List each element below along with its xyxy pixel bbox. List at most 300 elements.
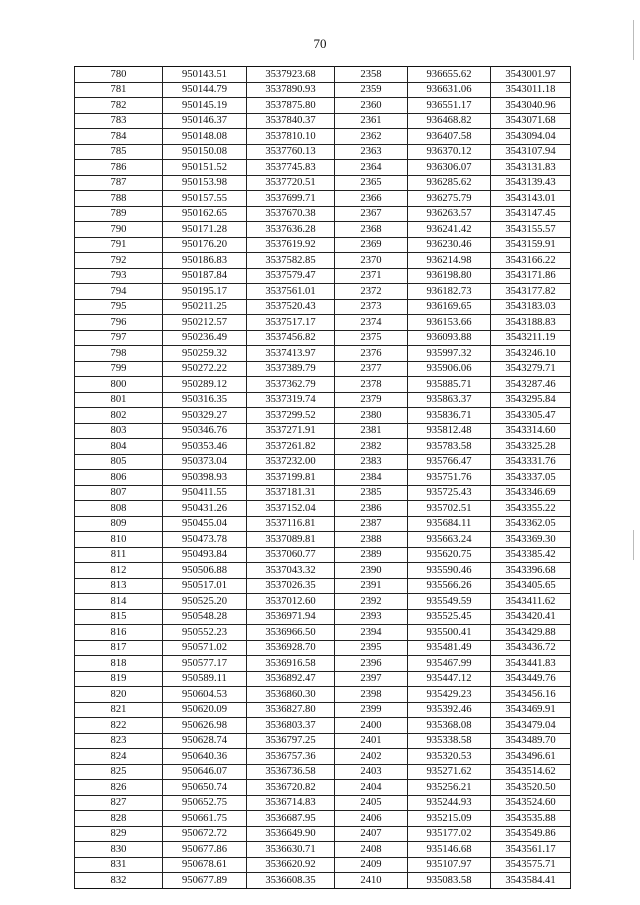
point-number-cell: 2386 <box>335 501 408 517</box>
y-coordinate-cell: 3537012.60 <box>247 594 335 610</box>
x-coordinate-cell: 935566.26 <box>408 578 491 594</box>
table-row <box>75 268 571 284</box>
y-coordinate-cell: 3536797.25 <box>247 733 335 749</box>
point-number-cell: 2397 <box>335 671 408 687</box>
point-number-cell: 780 <box>75 67 163 83</box>
y-coordinate-cell: 3537720.51 <box>247 175 335 191</box>
x-coordinate-cell: 936198.80 <box>408 268 491 284</box>
x-coordinate-cell: 950577.17 <box>163 656 247 672</box>
y-coordinate-cell: 3543305.47 <box>491 408 571 424</box>
x-coordinate-cell: 936285.62 <box>408 175 491 191</box>
point-number-cell: 828 <box>75 811 163 827</box>
point-number-cell: 2383 <box>335 454 408 470</box>
y-coordinate-cell: 3543385.42 <box>491 547 571 563</box>
y-coordinate-cell: 3537199.81 <box>247 470 335 486</box>
y-coordinate-cell: 3537517.17 <box>247 315 335 331</box>
y-coordinate-cell: 3543211.19 <box>491 330 571 346</box>
y-coordinate-cell: 3543520.50 <box>491 780 571 796</box>
y-coordinate-cell: 3543325.28 <box>491 439 571 455</box>
x-coordinate-cell: 935997.32 <box>408 346 491 362</box>
point-number-cell: 2387 <box>335 516 408 532</box>
point-number-cell: 2364 <box>335 160 408 176</box>
table-row <box>75 532 571 548</box>
x-coordinate-cell: 936153.66 <box>408 315 491 331</box>
point-number-cell: 2376 <box>335 346 408 362</box>
x-coordinate-cell: 935863.37 <box>408 392 491 408</box>
x-coordinate-cell: 936263.57 <box>408 206 491 222</box>
x-coordinate-cell: 950525.20 <box>163 594 247 610</box>
y-coordinate-cell: 3537561.01 <box>247 284 335 300</box>
x-coordinate-cell: 935392.46 <box>408 702 491 718</box>
x-coordinate-cell: 950373.04 <box>163 454 247 470</box>
x-coordinate-cell: 950145.19 <box>163 98 247 114</box>
table-row <box>75 423 571 439</box>
point-number-cell: 802 <box>75 408 163 424</box>
table-row <box>75 284 571 300</box>
y-coordinate-cell: 3537152.04 <box>247 501 335 517</box>
point-number-cell: 2366 <box>335 191 408 207</box>
point-number-cell: 2405 <box>335 795 408 811</box>
x-coordinate-cell: 950329.27 <box>163 408 247 424</box>
table-row <box>75 780 571 796</box>
point-number-cell: 2382 <box>335 439 408 455</box>
table-row <box>75 408 571 424</box>
y-coordinate-cell: 3536803.37 <box>247 718 335 734</box>
point-number-cell: 797 <box>75 330 163 346</box>
point-number-cell: 2406 <box>335 811 408 827</box>
y-coordinate-cell: 3537456.82 <box>247 330 335 346</box>
point-number-cell: 818 <box>75 656 163 672</box>
y-coordinate-cell: 3537299.52 <box>247 408 335 424</box>
point-number-cell: 2368 <box>335 222 408 238</box>
table-row <box>75 299 571 315</box>
y-coordinate-cell: 3537760.13 <box>247 144 335 160</box>
y-coordinate-cell: 3543246.10 <box>491 346 571 362</box>
x-coordinate-cell: 950212.57 <box>163 315 247 331</box>
x-coordinate-cell: 950148.08 <box>163 129 247 145</box>
x-coordinate-cell: 950604.53 <box>163 687 247 703</box>
point-number-cell: 2391 <box>335 578 408 594</box>
point-number-cell: 2370 <box>335 253 408 269</box>
y-coordinate-cell: 3543514.62 <box>491 764 571 780</box>
table-row <box>75 392 571 408</box>
y-coordinate-cell: 3543071.68 <box>491 113 571 129</box>
x-coordinate-cell: 950571.02 <box>163 640 247 656</box>
x-coordinate-cell: 950186.83 <box>163 253 247 269</box>
table-row <box>75 82 571 98</box>
point-number-cell: 803 <box>75 423 163 439</box>
point-number-cell: 793 <box>75 268 163 284</box>
y-coordinate-cell: 3537745.83 <box>247 160 335 176</box>
y-coordinate-cell: 3537362.79 <box>247 377 335 393</box>
point-number-cell: 799 <box>75 361 163 377</box>
scan-edge-mark <box>633 530 634 560</box>
table-row <box>75 470 571 486</box>
point-number-cell: 784 <box>75 129 163 145</box>
y-coordinate-cell: 3543420.41 <box>491 609 571 625</box>
y-coordinate-cell: 3537875.80 <box>247 98 335 114</box>
point-number-cell: 783 <box>75 113 163 129</box>
y-coordinate-cell: 3543107.94 <box>491 144 571 160</box>
x-coordinate-cell: 936230.46 <box>408 237 491 253</box>
table-row <box>75 857 571 873</box>
x-coordinate-cell: 935725.43 <box>408 485 491 501</box>
point-number-cell: 827 <box>75 795 163 811</box>
point-number-cell: 795 <box>75 299 163 315</box>
point-number-cell: 817 <box>75 640 163 656</box>
point-number-cell: 2359 <box>335 82 408 98</box>
point-number-cell: 806 <box>75 470 163 486</box>
y-coordinate-cell: 3543524.60 <box>491 795 571 811</box>
table-row <box>75 578 571 594</box>
y-coordinate-cell: 3543469.91 <box>491 702 571 718</box>
y-coordinate-cell: 3536687.95 <box>247 811 335 827</box>
x-coordinate-cell: 935256.21 <box>408 780 491 796</box>
x-coordinate-cell: 935083.58 <box>408 873 491 889</box>
y-coordinate-cell: 3543143.01 <box>491 191 571 207</box>
point-number-cell: 2403 <box>335 764 408 780</box>
point-number-cell: 2400 <box>335 718 408 734</box>
x-coordinate-cell: 936169.65 <box>408 299 491 315</box>
y-coordinate-cell: 3537619.92 <box>247 237 335 253</box>
y-coordinate-cell: 3543561.17 <box>491 842 571 858</box>
x-coordinate-cell: 950144.79 <box>163 82 247 98</box>
x-coordinate-cell: 936093.88 <box>408 330 491 346</box>
x-coordinate-cell: 936275.79 <box>408 191 491 207</box>
table-row <box>75 609 571 625</box>
y-coordinate-cell: 3537520.43 <box>247 299 335 315</box>
x-coordinate-cell: 935177.02 <box>408 826 491 842</box>
table-row <box>75 501 571 517</box>
y-coordinate-cell: 3543188.83 <box>491 315 571 331</box>
point-number-cell: 2393 <box>335 609 408 625</box>
y-coordinate-cell: 3543094.04 <box>491 129 571 145</box>
y-coordinate-cell: 3543287.46 <box>491 377 571 393</box>
point-number-cell: 813 <box>75 578 163 594</box>
table-row <box>75 764 571 780</box>
point-number-cell: 2380 <box>335 408 408 424</box>
point-number-cell: 800 <box>75 377 163 393</box>
y-coordinate-cell: 3543369.30 <box>491 532 571 548</box>
y-coordinate-cell: 3536714.83 <box>247 795 335 811</box>
table-row <box>75 98 571 114</box>
y-coordinate-cell: 3543575.71 <box>491 857 571 873</box>
point-number-cell: 830 <box>75 842 163 858</box>
y-coordinate-cell: 3543337.05 <box>491 470 571 486</box>
y-coordinate-cell: 3537413.97 <box>247 346 335 362</box>
point-number-cell: 810 <box>75 532 163 548</box>
coordinate-table <box>74 66 571 889</box>
y-coordinate-cell: 3537043.32 <box>247 563 335 579</box>
point-number-cell: 2399 <box>335 702 408 718</box>
point-number-cell: 822 <box>75 718 163 734</box>
table-row <box>75 795 571 811</box>
table-row <box>75 594 571 610</box>
y-coordinate-cell: 3537810.10 <box>247 129 335 145</box>
y-coordinate-cell: 3536892.47 <box>247 671 335 687</box>
point-number-cell: 2373 <box>335 299 408 315</box>
x-coordinate-cell: 950678.61 <box>163 857 247 873</box>
x-coordinate-cell: 936631.06 <box>408 82 491 98</box>
point-number-cell: 825 <box>75 764 163 780</box>
x-coordinate-cell: 950176.20 <box>163 237 247 253</box>
point-number-cell: 2394 <box>335 625 408 641</box>
table-row <box>75 811 571 827</box>
point-number-cell: 808 <box>75 501 163 517</box>
x-coordinate-cell: 936468.82 <box>408 113 491 129</box>
y-coordinate-cell: 3543411.62 <box>491 594 571 610</box>
point-number-cell: 819 <box>75 671 163 687</box>
y-coordinate-cell: 3543355.22 <box>491 501 571 517</box>
y-coordinate-cell: 3537181.31 <box>247 485 335 501</box>
x-coordinate-cell: 936370.12 <box>408 144 491 160</box>
x-coordinate-cell: 950589.11 <box>163 671 247 687</box>
table-row <box>75 377 571 393</box>
page-number: 70 <box>313 36 327 51</box>
x-coordinate-cell: 935467.99 <box>408 656 491 672</box>
x-coordinate-cell: 935549.59 <box>408 594 491 610</box>
x-coordinate-cell: 935620.75 <box>408 547 491 563</box>
table-row <box>75 454 571 470</box>
x-coordinate-cell: 950289.12 <box>163 377 247 393</box>
y-coordinate-cell: 3543362.05 <box>491 516 571 532</box>
y-coordinate-cell: 3543011.18 <box>491 82 571 98</box>
table-row <box>75 253 571 269</box>
x-coordinate-cell: 935684.11 <box>408 516 491 532</box>
x-coordinate-cell: 935107.97 <box>408 857 491 873</box>
y-coordinate-cell: 3543449.76 <box>491 671 571 687</box>
y-coordinate-cell: 3543479.04 <box>491 718 571 734</box>
x-coordinate-cell: 936182.73 <box>408 284 491 300</box>
x-coordinate-cell: 935338.58 <box>408 733 491 749</box>
y-coordinate-cell: 3543279.71 <box>491 361 571 377</box>
y-coordinate-cell: 3543166.22 <box>491 253 571 269</box>
y-coordinate-cell: 3543456.16 <box>491 687 571 703</box>
table-row <box>75 671 571 687</box>
y-coordinate-cell: 3536827.80 <box>247 702 335 718</box>
point-number-cell: 2401 <box>335 733 408 749</box>
table-row <box>75 206 571 222</box>
y-coordinate-cell: 3543131.83 <box>491 160 571 176</box>
point-number-cell: 788 <box>75 191 163 207</box>
point-number-cell: 791 <box>75 237 163 253</box>
y-coordinate-cell: 3537636.28 <box>247 222 335 238</box>
x-coordinate-cell: 950517.01 <box>163 578 247 594</box>
point-number-cell: 2378 <box>335 377 408 393</box>
x-coordinate-cell: 935500.41 <box>408 625 491 641</box>
point-number-cell: 805 <box>75 454 163 470</box>
y-coordinate-cell: 3543496.61 <box>491 749 571 765</box>
table-row <box>75 175 571 191</box>
point-number-cell: 2390 <box>335 563 408 579</box>
x-coordinate-cell: 950677.86 <box>163 842 247 858</box>
x-coordinate-cell: 950146.37 <box>163 113 247 129</box>
x-coordinate-cell: 935146.68 <box>408 842 491 858</box>
x-coordinate-cell: 950272.22 <box>163 361 247 377</box>
point-number-cell: 814 <box>75 594 163 610</box>
point-number-cell: 2367 <box>335 206 408 222</box>
x-coordinate-cell: 950150.08 <box>163 144 247 160</box>
point-number-cell: 2385 <box>335 485 408 501</box>
y-coordinate-cell: 3536720.82 <box>247 780 335 796</box>
point-number-cell: 2384 <box>335 470 408 486</box>
y-coordinate-cell: 3543139.43 <box>491 175 571 191</box>
table-row <box>75 160 571 176</box>
x-coordinate-cell: 950153.98 <box>163 175 247 191</box>
point-number-cell: 789 <box>75 206 163 222</box>
point-number-cell: 823 <box>75 733 163 749</box>
point-number-cell: 820 <box>75 687 163 703</box>
y-coordinate-cell: 3537389.79 <box>247 361 335 377</box>
x-coordinate-cell: 950316.35 <box>163 392 247 408</box>
y-coordinate-cell: 3543535.88 <box>491 811 571 827</box>
x-coordinate-cell: 950646.07 <box>163 764 247 780</box>
point-number-cell: 787 <box>75 175 163 191</box>
y-coordinate-cell: 3537670.38 <box>247 206 335 222</box>
x-coordinate-cell: 950552.23 <box>163 625 247 641</box>
x-coordinate-cell: 935271.62 <box>408 764 491 780</box>
point-number-cell: 832 <box>75 873 163 889</box>
point-number-cell: 2361 <box>335 113 408 129</box>
table-row <box>75 547 571 563</box>
y-coordinate-cell: 3536916.58 <box>247 656 335 672</box>
table-row <box>75 346 571 362</box>
table-row <box>75 485 571 501</box>
x-coordinate-cell: 935812.48 <box>408 423 491 439</box>
table-row <box>75 826 571 842</box>
y-coordinate-cell: 3543177.82 <box>491 284 571 300</box>
point-number-cell: 831 <box>75 857 163 873</box>
y-coordinate-cell: 3536860.30 <box>247 687 335 703</box>
point-number-cell: 2379 <box>335 392 408 408</box>
table-row <box>75 191 571 207</box>
point-number-cell: 2389 <box>335 547 408 563</box>
x-coordinate-cell: 935836.71 <box>408 408 491 424</box>
x-coordinate-cell: 950626.98 <box>163 718 247 734</box>
point-number-cell: 781 <box>75 82 163 98</box>
y-coordinate-cell: 3537116.81 <box>247 516 335 532</box>
x-coordinate-cell: 950398.93 <box>163 470 247 486</box>
x-coordinate-cell: 935447.12 <box>408 671 491 687</box>
x-coordinate-cell: 950157.55 <box>163 191 247 207</box>
y-coordinate-cell: 3543171.86 <box>491 268 571 284</box>
table-row <box>75 113 571 129</box>
y-coordinate-cell: 3543295.84 <box>491 392 571 408</box>
table-row <box>75 625 571 641</box>
x-coordinate-cell: 935215.09 <box>408 811 491 827</box>
x-coordinate-cell: 950473.78 <box>163 532 247 548</box>
point-number-cell: 2408 <box>335 842 408 858</box>
y-coordinate-cell: 3543040.96 <box>491 98 571 114</box>
point-number-cell: 2392 <box>335 594 408 610</box>
table-row <box>75 656 571 672</box>
point-number-cell: 2371 <box>335 268 408 284</box>
point-number-cell: 2369 <box>335 237 408 253</box>
scan-edge-mark <box>633 20 634 60</box>
y-coordinate-cell: 3537582.85 <box>247 253 335 269</box>
x-coordinate-cell: 950187.84 <box>163 268 247 284</box>
point-number-cell: 816 <box>75 625 163 641</box>
table-row <box>75 67 571 83</box>
point-number-cell: 824 <box>75 749 163 765</box>
table-row <box>75 361 571 377</box>
y-coordinate-cell: 3537923.68 <box>247 67 335 83</box>
x-coordinate-cell: 936655.62 <box>408 67 491 83</box>
table-row <box>75 516 571 532</box>
y-coordinate-cell: 3537579.47 <box>247 268 335 284</box>
table-row <box>75 222 571 238</box>
y-coordinate-cell: 3536757.36 <box>247 749 335 765</box>
coordinate-table-body <box>75 67 571 889</box>
x-coordinate-cell: 950195.17 <box>163 284 247 300</box>
x-coordinate-cell: 935702.51 <box>408 501 491 517</box>
point-number-cell: 786 <box>75 160 163 176</box>
x-coordinate-cell: 950162.65 <box>163 206 247 222</box>
point-number-cell: 2410 <box>335 873 408 889</box>
table-row <box>75 237 571 253</box>
point-number-cell: 2363 <box>335 144 408 160</box>
x-coordinate-cell: 950353.46 <box>163 439 247 455</box>
x-coordinate-cell: 935885.71 <box>408 377 491 393</box>
point-number-cell: 2395 <box>335 640 408 656</box>
point-number-cell: 815 <box>75 609 163 625</box>
x-coordinate-cell: 950620.09 <box>163 702 247 718</box>
y-coordinate-cell: 3537840.37 <box>247 113 335 129</box>
x-coordinate-cell: 950548.28 <box>163 609 247 625</box>
y-coordinate-cell: 3536649.90 <box>247 826 335 842</box>
point-number-cell: 796 <box>75 315 163 331</box>
point-number-cell: 785 <box>75 144 163 160</box>
table-row <box>75 330 571 346</box>
x-coordinate-cell: 935766.47 <box>408 454 491 470</box>
x-coordinate-cell: 935525.45 <box>408 609 491 625</box>
x-coordinate-cell: 950211.25 <box>163 299 247 315</box>
y-coordinate-cell: 3536736.58 <box>247 764 335 780</box>
x-coordinate-cell: 950411.55 <box>163 485 247 501</box>
x-coordinate-cell: 950259.32 <box>163 346 247 362</box>
y-coordinate-cell: 3543331.76 <box>491 454 571 470</box>
y-coordinate-cell: 3543405.65 <box>491 578 571 594</box>
x-coordinate-cell: 950236.49 <box>163 330 247 346</box>
x-coordinate-cell: 950143.51 <box>163 67 247 83</box>
y-coordinate-cell: 3543159.91 <box>491 237 571 253</box>
y-coordinate-cell: 3543314.60 <box>491 423 571 439</box>
x-coordinate-cell: 950151.52 <box>163 160 247 176</box>
y-coordinate-cell: 3543183.03 <box>491 299 571 315</box>
point-number-cell: 792 <box>75 253 163 269</box>
x-coordinate-cell: 950650.74 <box>163 780 247 796</box>
y-coordinate-cell: 3536971.94 <box>247 609 335 625</box>
x-coordinate-cell: 936551.17 <box>408 98 491 114</box>
y-coordinate-cell: 3536620.92 <box>247 857 335 873</box>
table-row <box>75 702 571 718</box>
x-coordinate-cell: 950677.89 <box>163 873 247 889</box>
table-row <box>75 733 571 749</box>
x-coordinate-cell: 935368.08 <box>408 718 491 734</box>
point-number-cell: 804 <box>75 439 163 455</box>
y-coordinate-cell: 3543429.88 <box>491 625 571 641</box>
point-number-cell: 812 <box>75 563 163 579</box>
table-row <box>75 144 571 160</box>
y-coordinate-cell: 3537271.91 <box>247 423 335 439</box>
point-number-cell: 829 <box>75 826 163 842</box>
y-coordinate-cell: 3536966.50 <box>247 625 335 641</box>
y-coordinate-cell: 3536928.70 <box>247 640 335 656</box>
point-number-cell: 2372 <box>335 284 408 300</box>
point-number-cell: 2407 <box>335 826 408 842</box>
point-number-cell: 782 <box>75 98 163 114</box>
table-row <box>75 687 571 703</box>
